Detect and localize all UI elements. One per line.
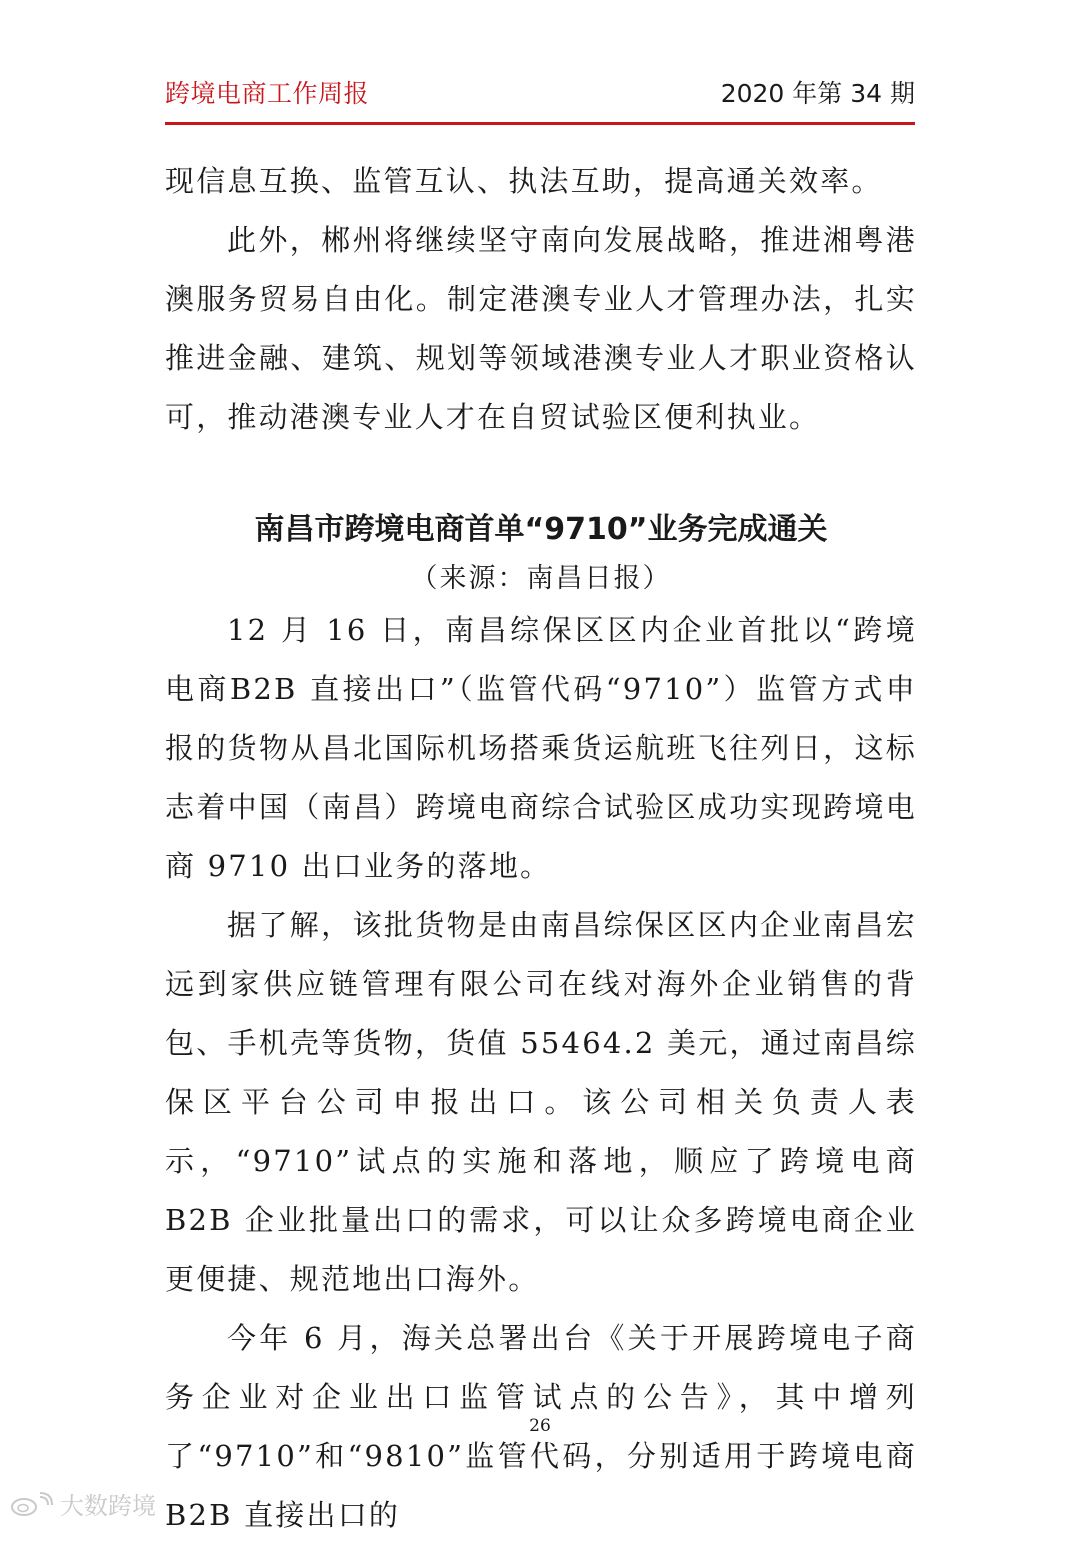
header-divider	[165, 122, 915, 125]
page-header	[165, 74, 915, 114]
article-source: （来源：南昌日报）	[410, 563, 672, 594]
publication-title: 跨境电商工作周报	[165, 79, 370, 108]
document-body	[165, 152, 917, 1545]
paragraph: 此外，郴州将继续坚守南向发展战略，推进湘粤港澳服务贸易自由化。制定港澳专业人才管理办法，扎实推进金融、建筑、规划等领域港澳专业人才职业资格认可，推动港澳专业人才在自贸试验区便利执业。	[165, 223, 917, 434]
article-paragraph: 12 月 16 日，南昌综保区区内企业首批以“跨境电商B2B 直接出口”（监管代码“9710”）监管方式申报的货物从昌北国际机场搭乘货运航班飞往列日，这标志着中国（南昌）跨境电商综合试验区成功实现跨境电商 9710 出口业务的落地。	[165, 613, 917, 883]
page-number: 26	[529, 1416, 551, 1436]
watermark-text: 大数跨境	[60, 1492, 156, 1520]
paragraph: 现信息互换、监管互认、执法互助，提高通关效率。	[165, 164, 883, 198]
issue-number: 2020 年第 34 期	[720, 79, 915, 108]
article-title: 南昌市跨境电商首单“9710”业务完成通关	[254, 512, 828, 547]
article-paragraph: 今年 6 月，海关总署出台《关于开展跨境电子商务企业对企业出口监管试点的公告》，其中增列了“9710”和“9810”监管代码，分别适用于跨境电商 B2B 直接出口的	[165, 1321, 917, 1532]
watermark	[10, 1486, 156, 1521]
weibo-logo-icon	[10, 1492, 54, 1516]
article-paragraph: 据了解，该批货物是由南昌综保区区内企业南昌宏远到家供应链管理有限公司在线对海外企业销售的背包、手机壳等货物，货值 55464.2 美元，通过南昌综保区平台公司申报出口。该公司相关负责人表示，“9710”试点的实施和落地，顺应了跨境电商 B2B 企业批量出口的需求，可以让众多跨境电商企业更便捷、规范地出口海外。	[165, 908, 917, 1296]
